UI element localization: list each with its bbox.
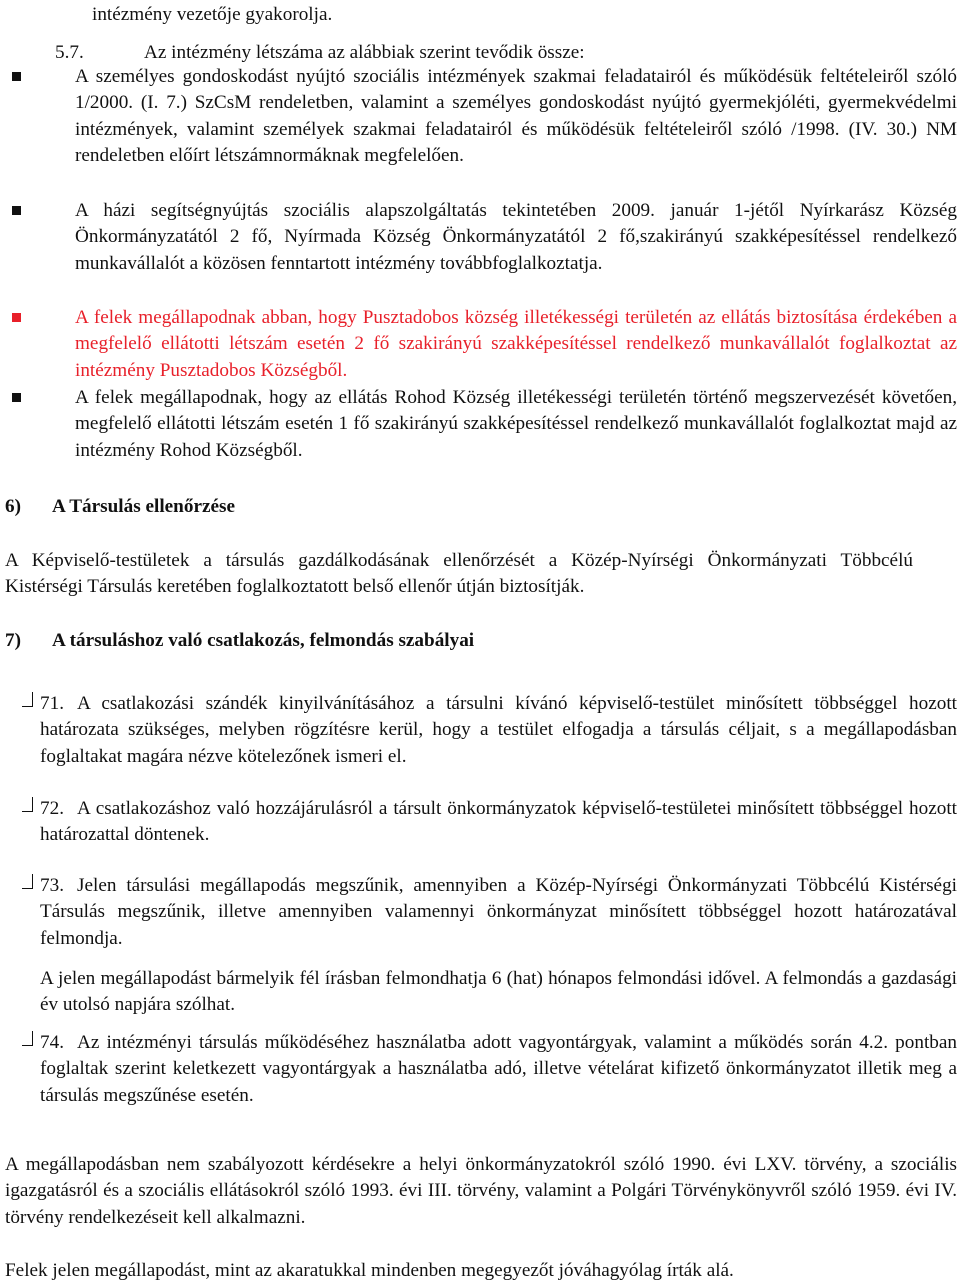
continuation-line: intézmény vezetője gyakorolja. (92, 4, 333, 25)
item-text: Jelen társulási megállapodás megszűnik, amennyiben a Közép-Nyírségi Önkormányzati Többcélú Kistérségi Társulás megszűnik, illetve amennyiben valamennyi önkormányzat minősített többséggel hozott határozatával felmondja. (40, 875, 957, 949)
list-item-73 (40, 873, 957, 952)
item-number: 74. (40, 1032, 64, 1053)
section-6-title: A Társulás ellenőrzése (52, 496, 235, 517)
section-5-7-title: Az intézmény létszáma az alábbiak szerint tevődik össze: (144, 42, 585, 63)
bullet-text: A személyes gondoskodást nyújtó szociális intézmények szakmai feladatairól és működésük feltételeiről szóló 1/2000. (I. 7.) SzCsM rendeletben, valamint a személyes gondoskodást nyújtó gyermekjóléti, gyermekvédelmi intézmények, valamint személyek szakmai feladatairól és működésük feltételeiről szóló /1998. (IV. 30.) NM rendeletben előírt létszámnormáknak megfelelően. (75, 66, 957, 167)
section-5-7-number: 5.7. (55, 42, 84, 63)
bullet-text: A felek megállapodnak, hogy az ellátás Rohod Község illetékességi területén történő megszervezését követően, megfelelő ellátotti létszám esetén 1 fő szakirányú szakképesítéssel rendelkező munkavállalót foglalkoztat majd az intézmény Rohod Községből. (75, 387, 957, 461)
corner-mark-icon (22, 692, 33, 707)
list-item-73-extra: A jelen megállapodást bármelyik fél írásban felmondhatja 6 (hat) hónapos felmondási idővel. A felmondás a gazdasági év utolsó napjára szólhat. (40, 968, 957, 1016)
list-item-74 (40, 1030, 957, 1109)
bullet-item-4 (75, 385, 957, 464)
closing-paragraph: A megállapodásban nem szabályozott kérdésekre a helyi önkormányzatokról szóló 1990. évi LXV. törvény, a szociális igazgatásról és a szociális ellátásokról szóló 1993. évi III. törvény, valamint a Polgári Törvénykönyvről szóló 1959. évi IV. törvény rendelkezéseit kell alkalmazni. (5, 1154, 957, 1228)
list-item-72 (40, 796, 957, 849)
corner-mark-icon (22, 1031, 33, 1046)
item-number: 72. (40, 798, 64, 819)
final-statement: Felek jelen megállapodást, mint az akaratukkal mindenben megegyezőt jóváhagyólag írták alá. (5, 1260, 734, 1281)
item-text: A csatlakozási szándék kinyilvánításához a társulni kívánó képviselő-testület minősített többséggel hozott határozata szükséges, melyben rögzítésre kerül, hogy a testület elfogadja a társulás céljait, s a megállapodásban foglaltakat magára nézve kötelezőnek ismeri el. (40, 693, 957, 767)
item-number: 71. (40, 693, 64, 714)
corner-mark-icon (22, 797, 33, 812)
section-6-number: 6) (5, 496, 21, 517)
bullet-item-3 (75, 305, 957, 384)
bullet-marker (12, 206, 21, 215)
corner-mark-icon (22, 874, 33, 889)
item-text: Az intézményi társulás működéséhez használatba adott vagyontárgyak, valamint a működés során 4.2. pontban foglaltak szerint keletkezett vagyontárgyak a használatba adó, illetve vételárat kifizető önkormányzatot illetik meg a társulás megszűnése esetén. (40, 1032, 957, 1106)
bullet-text: A házi segítségnyújtás szociális alapszolgáltatás tekintetében 2009. január 1-jétől Nyírkarász Község Önkormányzatától 2 fő, Nyírmada Község Önkormányzatától 2 fő,szakirányú szakképesítéssel rendelkező munkavállalót a közösen fenntartott intézmény továbbfoglalkoztatja. (75, 200, 957, 274)
bullet-item-2 (75, 198, 957, 277)
item-number: 73. (40, 875, 64, 896)
section-7-title: A társuláshoz való csatlakozás, felmondás szabályai (52, 630, 475, 651)
section-6-body: A Képviselő-testületek a társulás gazdálkodásának ellenőrzését a Közép-Nyírségi Önkormányzati Többcélú Kistérségi Társulás keretében foglalkoztatott belső ellenőr útján biztosítják. (5, 550, 913, 598)
bullet-text: A felek megállapodnak abban, hogy Pusztadobos község illetékességi területén az ellátás biztosítása érdekében a megfelelő ellátotti létszám esetén 2 fő szakirányú szakképesítéssel rendelkező munkavállalót foglalkoztat az intézmény Pusztadobos Községből. (75, 307, 957, 381)
bullet-marker (12, 313, 21, 322)
list-item-71 (40, 691, 957, 770)
section-7-number: 7) (5, 630, 21, 651)
item-text: A csatlakozáshoz való hozzájárulásról a társult önkormányzatok képviselő-testületei minősített többséggel hozott határozattal döntenek. (40, 798, 957, 846)
bullet-marker (12, 393, 21, 402)
bullet-item-1 (75, 64, 957, 170)
